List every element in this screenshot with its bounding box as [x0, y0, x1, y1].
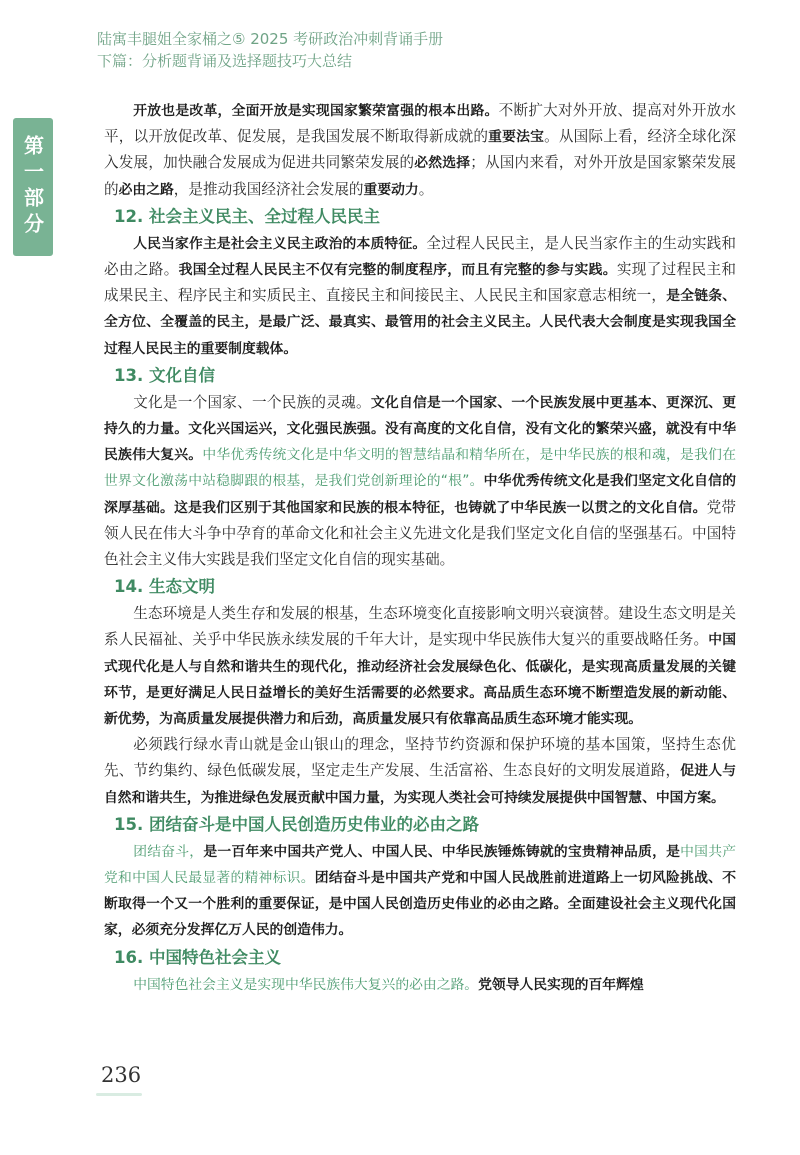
- bold-text-run: 文化自信是一个国家、一个民族发展中更基本、更深沉、更持久的力量。文化兴国运兴，文化强民族强。没有高度的文化自信，没有文化的繁荣兴盛，就没有中华民族伟大复兴。: [104, 394, 736, 464]
- heading-16-socialism-chinese-characteristics: 16. 中国特色社会主义: [114, 947, 281, 967]
- running-header: [97, 28, 777, 72]
- green-highlight-run: 中国共产党和中国人民最显著的精神标识。: [104, 843, 737, 887]
- paragraph-cultural-confidence: [104, 390, 736, 573]
- bold-text-run: 中华优秀传统文化是我们坚定文化自信的深厚基础。这是我们区别于其他国家和民族的根本特征，也铸就了中华民族一以贯之的文化自信。: [104, 473, 737, 516]
- green-highlight-run: 中国特色社会主义是实现中华民族伟大复兴的必由之路。: [133, 976, 479, 993]
- green-highlight-run: 团结奋斗，: [133, 843, 204, 860]
- part-side-tab-label: 第一部分: [20, 135, 45, 239]
- header-book-title: 陆寓丰腿姐全家桶之⑤ 2025 考研政治冲刺背诵手册: [97, 30, 444, 48]
- paragraph-democracy: [104, 231, 736, 362]
- bold-text-run: 党领导人民实现的百年辉煌: [478, 976, 644, 993]
- bold-text-run: 必然选择: [414, 155, 471, 172]
- paragraph-opening: [104, 98, 736, 203]
- bold-text-run: 开放也是改革，全面开放是实现国家繁荣富强的根本出路。: [133, 103, 499, 119]
- text-run: 文化是一个国家、一个民族的灵魂。: [133, 393, 371, 411]
- text-run: 党带领人民在伟大斗争中孕育的革命文化和社会主义先进文化是我们坚定文化自信的坚强基石。中国特色社会主义伟大实践是我们坚定文化自信的现实基础。: [104, 498, 736, 569]
- text-run: 必须践行绿水青山就是金山银山的理念，坚持节约资源和保护环境的基本国策，坚持生态优先、节约集约、绿色低碳发展，坚定走生产发展、生活富裕、生态良好的文明发展道路，: [104, 736, 736, 780]
- heading-15-unity-struggle: 15. 团结奋斗是中国人民创造历史伟业的必由之路: [114, 814, 479, 834]
- heading-13-cultural-confidence: 13. 文化自信: [114, 365, 215, 385]
- text-run: 全过程人民民主，是人民当家作主的生动实践和必由之路。: [104, 234, 736, 279]
- header-section-title: 下篇：分析题背诵及选择题技巧大总结: [97, 52, 353, 70]
- text-run: 。从国际上看，经济全球化深入发展，加快融合发展成为促进共同繁荣发展的: [104, 128, 736, 172]
- heading-14-ecological-civilization: 14. 生态文明: [114, 577, 215, 597]
- paragraph-ecology-2: [104, 732, 736, 811]
- text-run: 实现了过程民主和成果民主、程序民主和实质民主、直接民主和间接民主、人民民主和国家意志相统一，: [104, 261, 736, 305]
- text-run: 。: [418, 180, 434, 198]
- page-number: 236: [101, 1063, 142, 1087]
- page-number-underline: [96, 1093, 142, 1096]
- heading-12-democracy: 12. 社会主义民主、全过程人民民主: [114, 206, 380, 226]
- text-run: 不断扩大对外开放、提高对外开放水平，以开放促改革、促发展，是我国发展不断取得新成就的: [104, 102, 736, 146]
- paragraph-socialism: [104, 972, 736, 998]
- bold-text-run: 必由之路: [118, 181, 174, 198]
- bold-text-run: 重要动力: [363, 181, 419, 198]
- bold-text-run: 我国全过程人民民主不仅有完整的制度程序，而且有完整的参与实践。: [178, 262, 617, 279]
- green-highlight-run: 中华优秀传统文化是中华文明的智慧结晶和精华所在，是中华民族的根和魂，是我们在世界文化激荡中站稳脚跟的根基，是我们党创新理论的“根”。: [104, 447, 737, 490]
- part-side-tab: [13, 118, 53, 256]
- bold-text-run: 是全链条、全方位、全覆盖的民主，是最广泛、最真实、最管用的社会主义民主。人民代表大会制度是实现我国全过程人民民主的重要制度载体。: [104, 288, 736, 357]
- text-run: ，是推动我国经济社会发展的: [173, 180, 364, 198]
- paragraph-ecology-1: [104, 601, 736, 732]
- text-run: ；从国内来看，对外开放是国家繁荣发展的: [104, 154, 736, 198]
- text-run: 生态环境是人类生存和发展的根基，生态环境变化直接影响文明兴衰演替。建设生态文明是关系人民福祉、关乎中华民族永续发展的千年大计，是实现中华民族伟大复兴的重要战略任务。: [104, 605, 736, 649]
- bold-text-run: 团结奋斗是中国共产党和中国人民战胜前进道路上一切风险挑战、不断取得一个又一个胜利的重要保证，是中国人民创造历史伟业的必由之路。全面建设社会主义现代化国家，必须充分发挥亿万人民的创造伟力。: [104, 870, 737, 939]
- bold-text-run: 人民当家作主是社会主义民主政治的本质特征。: [133, 235, 427, 252]
- paragraph-unity-struggle: [104, 839, 736, 944]
- bold-text-run: 促进人与自然和谐共生，为推进绿色发展贡献中国力量，为实现人类社会可持续发展提供中国智慧、中国方案。: [104, 763, 736, 806]
- bold-text-run: 重要法宝: [488, 129, 545, 146]
- bold-text-run: 是一百年来中国共产党人、中国人民、中华民族锤炼铸就的宝贵精神品质，是: [203, 843, 681, 860]
- page-body: [104, 98, 736, 998]
- bold-text-run: 中国式现代化是人与自然和谐共生的现代化，推动经济社会发展绿色化、低碳化，是实现高质量发展的关键环节，是更好满足人民日益增长的美好生活需要的必然要求。高品质生态环境不断塑造发展的新动能、新优势，为高质量发展提供潜力和后劲，高质量发展只有依靠高品质生态环境才能实现。: [104, 632, 737, 728]
